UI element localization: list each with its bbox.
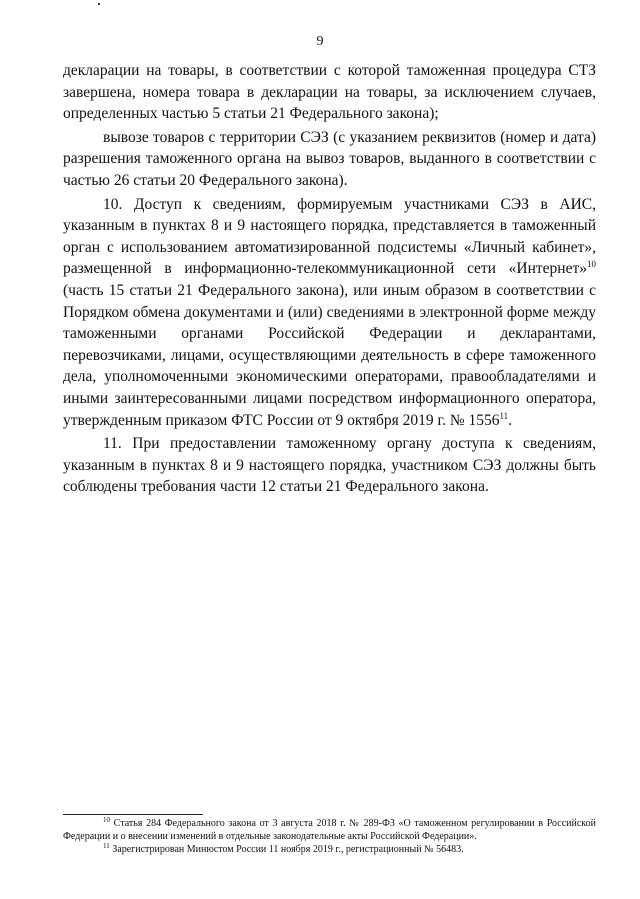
paragraph-item-11: 11. При предоставлении таможенному органу доступа к сведениям, указанным в пунктах 8 и 9 настоящего порядка, участником СЭЗ должны быть соблюдены требования части 12 статьи 21 Федерального закона.: [63, 435, 596, 496]
paragraph-item-10: [63, 194, 596, 432]
footnote-11: [63, 843, 596, 856]
footnote-mark-10: 10: [103, 816, 110, 824]
footnote-10-text: Статья 284 Федерального закона от 3 августа 2018 г. № 289-ФЗ «О таможенном регулировании в Российской Федерации и о внесении изменений в отдельные законодательные акты Российской Федерации».: [63, 818, 596, 842]
paragraph-item-10-part-b: (часть 15 статьи 21 Федерального закона), или иным образом в соответствии с Порядком обмена документами и (или) сведениями в электронной форме между таможенными органами Российской Федерации и декларантами, перевозчиками, лицами, осуществляющими деятельность в сфере таможенного дела, уполномоченными экономическими операторами, правообладателями и иными заинтересованными лицами посредством информационного оператора, утвержденным приказом ФТС России от 9 октября 2019 г. № 1556: [63, 281, 596, 429]
footnote-separator: [63, 814, 203, 815]
document-body: [63, 60, 596, 498]
footnote-11-text: Зарегистрирован Минюстом России 11 ноября 2019 г., регистрационный № 56483.: [109, 844, 464, 855]
paragraph-item-10-end: .: [508, 411, 513, 429]
page-number: 9: [316, 34, 324, 49]
footnote-ref-11: 11: [499, 410, 509, 421]
footnote-mark-11: 11: [103, 842, 110, 850]
scan-speck: [98, 3, 100, 5]
footnote-10: [63, 817, 596, 843]
paragraph-export: вывозе товаров с территории СЭЗ (с указанием реквизитов (номер и дата) разрешения таможенного органа на вывоз товаров, выданного в соответствии с частью 26 статьи 20 Федерального закона).: [63, 128, 596, 189]
footnote-ref-10: 10: [587, 259, 596, 270]
paragraph-continuation: декларации на товары, в соответствии с которой таможенная процедура СТЗ завершена, номера товара в декларации на товары, за исключением случаев, определенных частью 5 статьи 21 Федерального закона);: [63, 62, 596, 123]
footnotes: [63, 817, 596, 856]
paragraph-item-10-part-a: 10. Доступ к сведениям, формируемым участниками СЭЗ в АИС, указанным в пунктах 8 и 9 настоящего порядка, представляется в таможенный орган с использованием автоматизированной подсистемы «Личный кабинет», размещенной в информационно-телекоммуникационной сети «Интернет»: [63, 195, 596, 278]
